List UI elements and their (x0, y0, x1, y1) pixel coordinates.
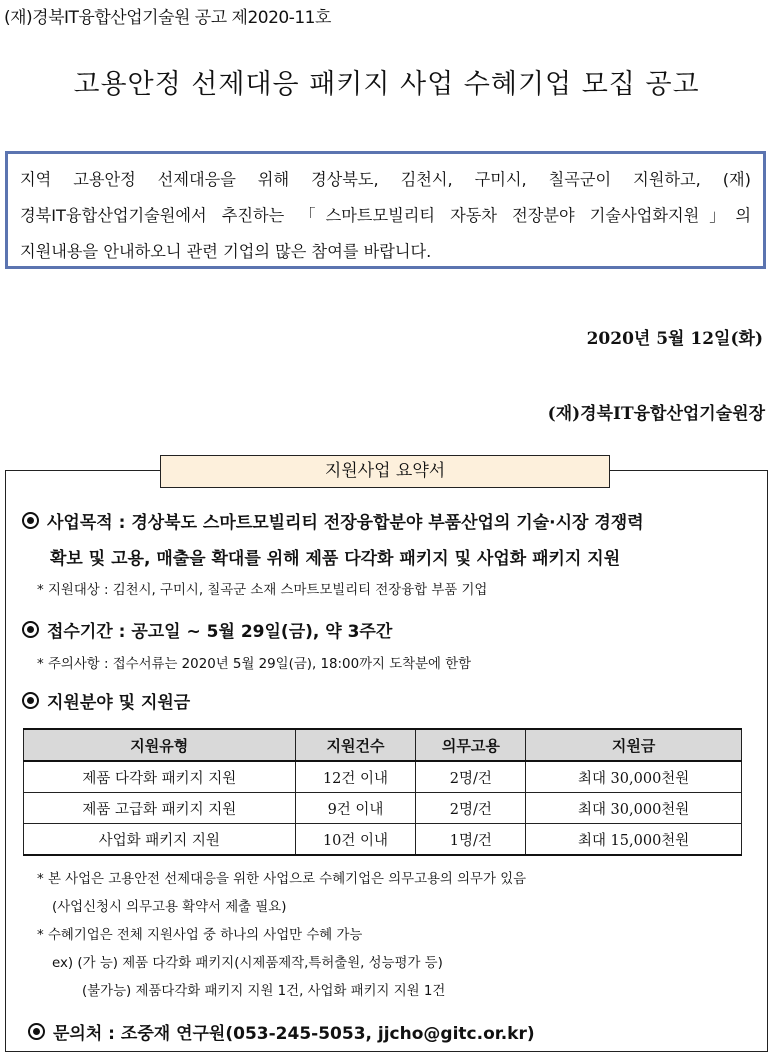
bullet-icon (22, 512, 39, 529)
col-header-type: 지원유형 (24, 729, 296, 761)
cell-count: 10건 이내 (295, 824, 416, 856)
cell-count: 12건 이내 (295, 761, 416, 793)
bullet-icon (22, 692, 39, 709)
purpose-line2: 확보 및 고용, 매출을 확대를 위해 제품 다각화 패키지 및 사업화 패키지 지원 (50, 549, 621, 569)
bullet-icon (22, 621, 39, 638)
cell-amount: 최대 30,000천원 (526, 761, 742, 793)
cell-count: 9건 이내 (295, 793, 416, 824)
purpose-heading (22, 508, 644, 533)
purpose-line1: 사업목적 : 경상북도 스마트모빌리티 전장융합분야 부품산업의 기술·시장 경쟁력 (47, 513, 644, 533)
cell-type: 제품 고급화 패키지 지원 (24, 793, 296, 824)
table-row (24, 761, 742, 793)
fields-text: 지원분야 및 지원금 (47, 693, 191, 713)
table-row (24, 824, 742, 856)
fields-note-3: * 수혜기업은 전체 지원사업 중 하나의 사업만 수혜 가능 (37, 928, 363, 943)
cell-type: 제품 다각화 패키지 지원 (24, 761, 296, 793)
cell-type: 사업화 패키지 지원 (24, 824, 296, 856)
table-row (24, 793, 742, 824)
announcement-date: 2020년 5월 12일(화) (586, 329, 763, 349)
fields-note-1: * 본 사업은 고용안전 선제대응을 위한 사업으로 수혜기업은 의무고용의 의무가 있음 (37, 872, 527, 887)
table-header-row (24, 729, 742, 761)
issuer-name: (재)경북IT융합산업기술원장 (547, 404, 765, 424)
period-note: * 주의사항 : 접수서류는 2020년 5월 29일(금), 18:00까지 도착분에 한함 (37, 657, 472, 672)
contact-text: 문의처 : 조중재 연구원(053-245-5053, jjcho@gitc.or.kr) (53, 1024, 535, 1044)
intro-text: 지역 고용안정 선제대응을 위해 경상북도, 김천시, 구미시, 칠곡군이 지원하고, (재)경북IT융합산업기술원에서 추진하는 「스마트모빌리티 자동차 전장분야 기술사업화지원」의 지원내용을 안내하오니 관련 기업의 많은 참여를 바랍니다. (20, 170, 751, 261)
cell-employment: 2명/건 (416, 761, 526, 793)
summary-tab: 지원사업 요약서 (160, 455, 610, 488)
bullet-icon (28, 1023, 45, 1040)
period-heading (22, 617, 392, 642)
period-text: 접수기간 : 공고일 ~ 5월 29일(금), 약 3주간 (47, 622, 393, 642)
fields-heading (22, 688, 190, 713)
col-header-count: 지원건수 (295, 729, 416, 761)
purpose-note: * 지원대상 : 김천시, 구미시, 칠곡군 소재 스마트모빌리티 전장융합 부품 기업 (37, 583, 488, 598)
col-header-amount: 지원금 (526, 729, 742, 761)
cell-amount: 최대 30,000천원 (526, 793, 742, 824)
fields-note-4: ex) (가 능) 제품 다각화 패키지(시제품제작,특허출원, 성능평가 등) (52, 956, 443, 971)
fields-note-5: (불가능) 제품다각화 패키지 지원 1건, 사업화 패키지 지원 1건 (82, 984, 446, 999)
contact-line (28, 1019, 535, 1044)
cell-employment: 2명/건 (416, 793, 526, 824)
intro-box (5, 151, 766, 269)
cell-employment: 1명/건 (416, 824, 526, 856)
page-title: 고용안정 선제대응 패키지 사업 수혜기업 모집 공고 (73, 69, 700, 100)
col-header-employment: 의무고용 (416, 729, 526, 761)
support-table (23, 728, 742, 856)
notice-number: (재)경북IT융합산업기술원 공고 제2020-11호 (4, 8, 331, 28)
fields-note-2: (사업신청시 의무고용 확약서 제출 필요) (52, 900, 287, 915)
cell-amount: 최대 15,000천원 (526, 824, 742, 856)
